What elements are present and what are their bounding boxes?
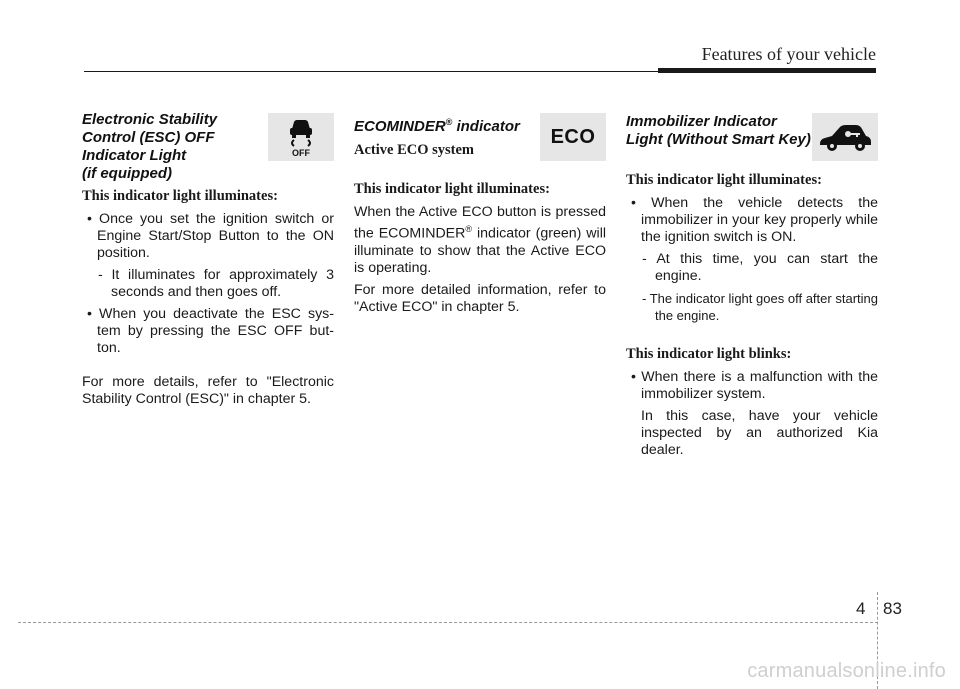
esc-off-section [82, 111, 334, 408]
page-number: 83 [883, 599, 902, 618]
immobilizer-dash-2: - The indicator light goes off after starting the engine. [642, 291, 878, 323]
ecominder-para-1: When the Active ECO button is pressed the ECOMINDER® indicator (green) will illuminate to show that the Active ECO is operating. [354, 204, 607, 276]
esc-off-title: Electronic Stability Control (ESC) OFF Indicator Light (if equipped) [82, 111, 218, 182]
esc-off-bullet-2: • When you deactivate the ESC sys-tem by pressing the ESC OFF but-ton. [87, 306, 334, 356]
immobilizer-dash-1: - At this time, you can start the engine. [642, 251, 878, 284]
immobilizer-title: Immobilizer Indicator Light (Without Smart Key) [626, 113, 811, 148]
immobilizer-continuation: In this case, have your vehicle inspected by an authorized Kia dealer. [641, 408, 878, 458]
esc-off-note: For more details, refer to "Electronic Stability Control (ESC)" in chapter 5. [82, 374, 334, 407]
header-rule-thin [84, 71, 658, 72]
immobilizer-subhead-2: This indicator light blinks: [626, 346, 792, 362]
ecominder-subtitle: Active ECO system [354, 142, 475, 158]
ecominder-section [354, 111, 606, 316]
ecominder-subhead: This indicator light illuminates: [354, 181, 550, 197]
header-rule-thick [658, 68, 876, 73]
esc-off-subhead: This indicator light illuminates: [82, 188, 278, 204]
immobilizer-subhead-1: This indicator light illuminates: [626, 172, 822, 188]
immobilizer-bullet-1: • When the vehicle detects the immobilizer in your key properly while the ignition switch is ON. [631, 195, 878, 245]
header-title: Features of your vehicle [701, 44, 876, 64]
chapter-number: 4 [856, 599, 866, 618]
immobilizer-bullet-2: • When there is a malfunction with the immobilizer system. [631, 369, 878, 402]
footer-dashed-rule [18, 622, 878, 623]
ecominder-para-2: For more detailed information, refer to "Active ECO" in chapter 5. [354, 281, 606, 315]
esc-off-dash-1: - It illuminates for approximately 3 seconds and then goes off. [98, 267, 334, 300]
immobilizer-section [626, 111, 878, 459]
esc-off-bullet-1: • Once you set the ignition switch or Engine Start/Stop Button to the ON position. [87, 211, 334, 261]
esc-off-icon-label: OFF [292, 148, 310, 158]
ecominder-title: ECOMINDER® indicator [354, 117, 520, 135]
eco-icon-label: ECO [550, 125, 596, 148]
watermark: carmanualsonline.info [747, 660, 946, 682]
